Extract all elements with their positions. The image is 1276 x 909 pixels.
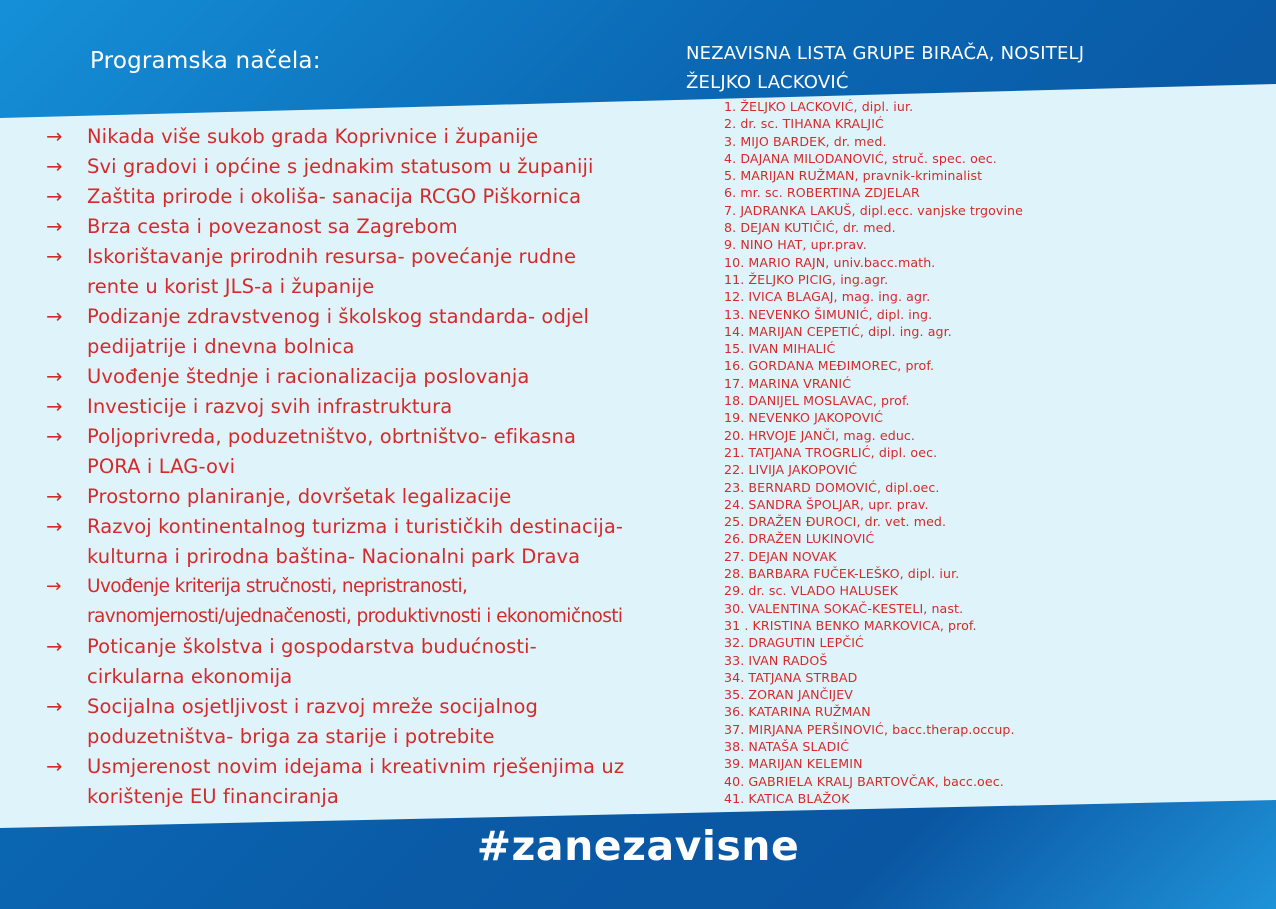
candidate-item: 10. MARIO RAJN, univ.bacc.math. [724,254,936,270]
list-title [686,39,1146,97]
candidate-item: 37. MIRJANA PERŠINOVIĆ, bacc.therap.occup. [724,721,1015,737]
principle-text-line: ravnomjernosti/ujednačenosti, produktivnosti i ekonomičnosti [87,606,623,627]
principle-item [46,242,656,302]
principle-text-line: Nikada više sukob grada Koprivnice i županije [87,125,539,148]
program-title: Programska načela: [90,48,321,74]
candidate-item: 30. VALENTINA SOKAČ-KESTELI, nast. [724,600,964,616]
principle-item [46,752,656,812]
principles-list [46,122,656,812]
principle-item [46,512,656,572]
arrow-icon: → [46,125,63,148]
candidate-item: 27. DEJAN NOVAK [724,548,837,564]
arrow-icon: → [46,695,63,718]
principle-item [46,152,656,182]
candidate-item: 25. DRAŽEN ĐUROCI, dr. vet. med. [724,514,947,530]
principle-item [46,212,656,242]
principle-text-line: Uvođenje kriterija stručnosti, nepristranosti, [87,576,468,597]
candidate-item: 13. NEVENKO ŠIMUNIĆ, dipl. ing. [724,306,933,322]
candidate-item: 7. JADRANKA LAKUŠ, dipl.ecc. vanjske trgovine [724,202,1023,218]
principle-text-line: poduzetništva- briga za starije i potrebite [87,725,495,748]
arrow-icon: → [46,576,61,597]
principle-text-line: Podizanje zdravstvenog i školskog standarda- odjel [87,305,590,328]
candidate-item: 19. NEVENKO JAKOPOVIĆ [724,410,883,426]
candidate-item: 31 . KRISTINA BENKO MARKOVICA, prof. [724,617,977,633]
principle-text-line: Svi gradovi i općine s jednakim statusom u županiji [87,155,594,178]
candidate-item: 9. NINO HAT, upr.prav. [724,237,867,253]
candidate-item: 16. GORDANA MEĐIMOREC, prof. [724,358,935,374]
candidate-item: 23. BERNARD DOMOVIĆ, dipl.oec. [724,479,940,495]
arrow-icon: → [46,485,63,508]
principle-text-line: pedijatrije i dnevna bolnica [87,335,355,358]
candidate-item: 6. mr. sc. ROBERTINA ZDJELAR [724,185,920,201]
principle-text-line: Socijalna osjetljivost i razvoj mreže socijalnog [87,695,539,718]
principle-text-line: Prostorno planiranje, dovršetak legalizacije [87,485,512,508]
arrow-icon: → [46,245,63,268]
principle-text-line: Razvoj kontinentalnog turizma i turističkih destinacija- [87,515,624,538]
principle-item [46,392,656,422]
principle-item [46,632,656,692]
candidate-item: 20. HRVOJE JANČI, mag. educ. [724,427,916,443]
candidate-item: 18. DANIJEL MOSLAVAC, prof. [724,393,910,409]
principle-item [46,482,656,512]
candidate-item: 29. dr. sc. VLADO HALUSEK [724,583,899,599]
candidate-item: 1. ŽELJKO LACKOVIĆ, dipl. iur. [724,99,914,114]
principle-text-line: Usmjerenost novim idejama i kreativnim rješenjima uz [87,755,625,778]
candidate-item: 22. LIVIJA JAKOPOVIĆ [724,462,858,478]
principle-item [46,182,656,212]
arrow-icon: → [46,425,63,448]
principle-text-line: Investicije i razvoj svih infrastruktura [87,395,453,418]
principle-text-line: kulturna i prirodna baština- Nacionalni park Drava [87,545,581,568]
candidate-item: 28. BARBARA FUČEK-LEŠKO, dipl. iur. [724,566,960,582]
candidate-item: 38. NATAŠA SLADIĆ [724,738,850,754]
principle-item [46,572,656,632]
candidate-item: 4. DAJANA MILODANOVIĆ, struč. spec. oec. [724,150,997,166]
candidate-item: 3. MIJO BARDEK, dr. med. [724,133,887,149]
candidate-item: 2. dr. sc. TIHANA KRALJIĆ [724,116,884,132]
arrow-icon: → [46,215,63,238]
principle-item [46,422,656,482]
candidate-item: 21. TATJANA TROGRLIĆ, dipl. oec. [724,444,938,460]
candidate-item: 8. DEJAN KUTIČIĆ, dr. med. [724,220,896,236]
arrow-icon: → [46,305,63,328]
principle-text-line: PORA i LAG-ovi [87,455,236,478]
principle-text-line: korištenje EU financiranja [87,785,339,808]
candidate-item: 14. MARIJAN CEPETIĆ, dipl. ing. agr. [724,323,952,339]
principle-item [46,692,656,752]
candidate-item: 39. MARIJAN KELEMIN [724,756,863,772]
list-title-line-1: NEZAVISNA LISTA GRUPE BIRAČA, NOSITELJ [686,43,1085,64]
principle-text-line: Brza cesta i povezanost sa Zagrebom [87,215,458,238]
candidate-item: 15. IVAN MIHALIĆ [724,341,836,357]
arrow-icon: → [46,635,63,658]
principle-text-line: Iskorištavanje prirodnih resursa- povećanje rudne [87,245,577,268]
candidate-item: 11. ŽELJKO PICIG, ing.agr. [724,271,889,287]
principle-item [46,122,656,152]
candidate-item: 24. SANDRA ŠPOLJAR, upr. prav. [724,496,929,512]
principle-text-line: Poljoprivreda, poduzetništvo, obrtništvo- efikasna [87,425,577,448]
candidate-item: 35. ZORAN JANČIJEV [724,687,853,703]
principle-text-line: Uvođenje štednje i racionalizacija poslovanja [87,365,530,388]
candidate-item: 33. IVAN RADOŠ [724,652,828,668]
candidate-item: 34. TATJANA STRBAD [724,669,858,685]
arrow-icon: → [46,155,63,178]
arrow-icon: → [46,365,63,388]
principle-item [46,362,656,392]
list-title-line-2: ŽELJKO LACKOVIĆ [686,72,849,93]
candidate-item: 5. MARIJAN RUŽMAN, pravnik-kriminalist [724,168,983,184]
candidate-item: 36. KATARINA RUŽMAN [724,704,871,720]
candidate-item: 26. DRAŽEN LUKINOVIĆ [724,531,875,547]
candidate-item: 17. MARINA VRANIĆ [724,375,852,391]
hashtag: #zanezavisne [476,822,800,870]
candidate-item: 32. DRAGUTIN LEPČIĆ [724,635,864,651]
principle-text-line: rente u korist JLS-a i županije [87,275,375,298]
principle-text-line: cirkularna ekonomija [87,665,293,688]
candidate-item: 12. IVICA BLAGAJ, mag. ing. agr. [724,289,931,305]
candidate-item: 41. KATICA BLAŽOK [724,790,850,806]
arrow-icon: → [46,755,63,778]
candidate-item: 40. GABRIELA KRALJ BARTOVČAK, bacc.oec. [724,773,1004,789]
principle-text-line: Poticanje školstva i gospodarstva budućnosti- [87,635,537,658]
candidate-list [724,98,1023,807]
arrow-icon: → [46,515,63,538]
arrow-icon: → [46,185,63,208]
principle-text-line: Zaštita prirode i okoliša- sanacija RCGO Piškornica [87,185,582,208]
principle-item [46,302,656,362]
arrow-icon: → [46,395,63,418]
